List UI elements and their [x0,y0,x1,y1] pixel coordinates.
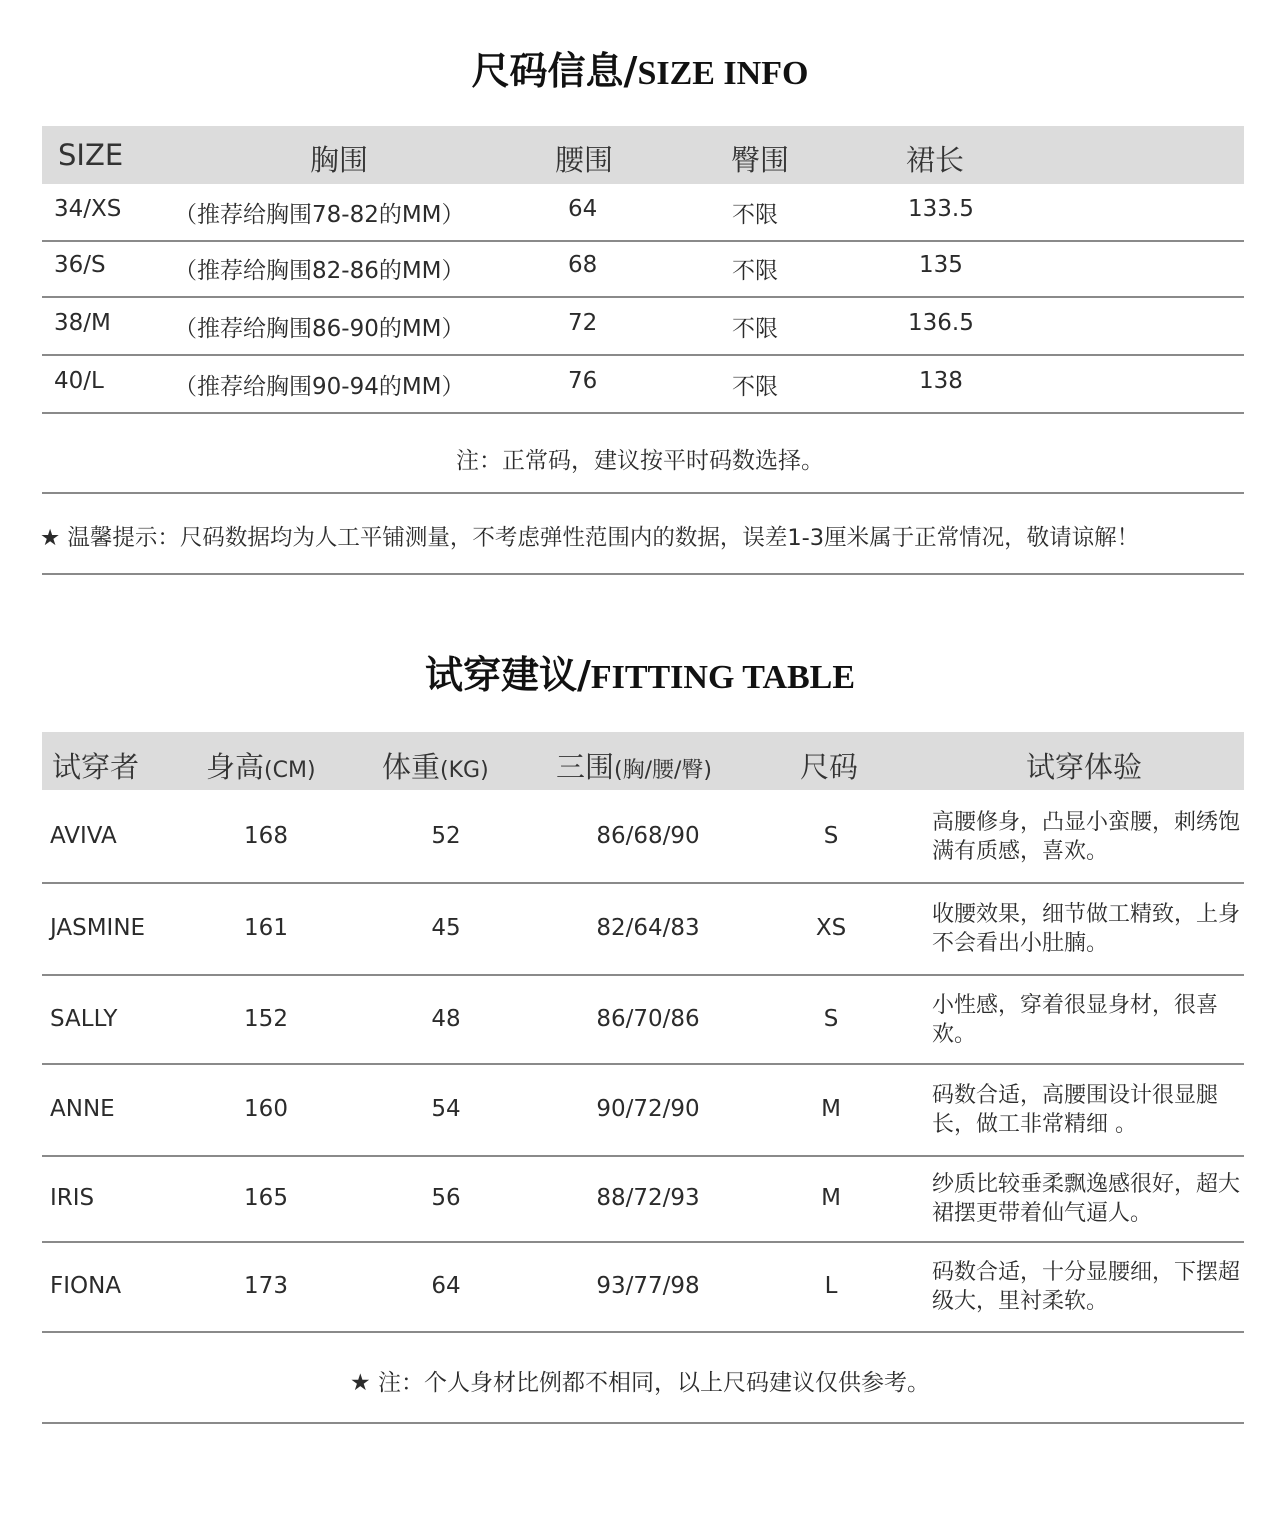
hip-cell: 不限 [732,316,778,342]
fitting-table [42,732,1244,1432]
height-cell: 160 [244,1096,288,1122]
header-measurements [556,745,712,786]
height-cell: 173 [244,1273,288,1299]
size-info-title-en: SIZE INFO [637,55,809,92]
measurements-cell: 88/72/93 [596,1185,700,1211]
size-table [42,126,1244,576]
weight-cell: 45 [431,915,461,941]
tester-name-cell: JASMINE [50,915,146,941]
tester-name-cell: IRIS [50,1185,95,1211]
size-table-header [42,126,1244,184]
size-cell: S [823,823,839,849]
size-cell: 36/S [54,252,106,278]
hip-cell: 不限 [732,374,778,400]
header-weight [382,745,489,786]
experience-cell: 码数合适，十分显腰细，下摆超级大，里衬柔软。 [932,1260,1241,1314]
fitting-table-title [0,644,1280,699]
bust-cell: （推荐给胸围82-86的MM） [174,258,465,284]
length-cell: 136.5 [908,310,974,336]
table-row [42,975,1244,1064]
bust-cell: （推荐给胸围90-94的MM） [174,374,465,400]
header-weight-unit: (KG) [440,758,489,783]
header-experience [1026,745,1142,786]
length-cell: 133.5 [908,196,974,222]
header-size [800,745,858,786]
header-length: 裙长 [906,143,965,177]
length-cell: 138 [919,368,963,394]
height-cell: 168 [244,823,288,849]
header-size-label: 尺码 [800,750,859,784]
weight-cell: 48 [431,1006,461,1032]
fitting-title-en: FITTING TABLE [590,659,856,696]
header-height [206,745,316,786]
tester-name-cell: FIONA [50,1273,122,1299]
weight-cell: 56 [431,1185,461,1211]
measurement-tip: ★ 温馨提示：尺码数据均为人工平铺测量，不考虑弹性范围内的数据，误差1-3厘米属于正常情况，敬请谅解！ [40,525,1140,551]
measurements-cell: 86/68/90 [596,823,700,849]
header-hip: 臀围 [731,143,790,177]
size-note: 注：正常码，建议按平时码数选择。 [456,448,824,474]
table-row [42,356,1244,413]
table-row [42,1156,1244,1242]
waist-cell: 68 [568,252,598,278]
header-height-unit: (CM) [264,758,316,783]
size-cell: XS [815,915,847,941]
tester-name-cell: AVIVA [50,823,117,849]
height-cell: 165 [244,1185,288,1211]
divider [42,1422,1244,1424]
experience-cell: 收腰效果，细节做工精致，上身不会看出小肚腩。 [932,902,1241,956]
size-cell: S [823,1006,839,1032]
table-row [42,184,1244,241]
divider [42,492,1244,494]
length-cell: 135 [919,252,963,278]
header-measurements-unit: (胸/腰/臀) [614,758,713,783]
measurements-cell: 86/70/86 [596,1006,700,1032]
measurements-cell: 93/77/98 [596,1273,700,1299]
header-experience-label: 试穿体验 [1026,750,1143,784]
divider [42,573,1244,575]
size-cell: L [824,1273,838,1299]
tester-name-cell: ANNE [50,1096,115,1122]
size-cell: 38/M [54,310,111,336]
header-measurements-label: 三围 [556,750,615,784]
fitting-title-cn: 试穿建议/ [424,653,591,697]
row-divider [42,412,1244,414]
fitting-note: ★ 注：个人身材比例都不相同，以上尺码建议仅供参考。 [350,1370,930,1396]
hip-cell: 不限 [732,202,778,228]
experience-cell: 小性感，穿着很显身材，很喜欢。 [932,993,1219,1047]
measurements-cell: 90/72/90 [596,1096,700,1122]
table-row [42,883,1244,975]
waist-cell: 72 [568,310,598,336]
bust-cell: （推荐给胸围86-90的MM） [174,316,465,342]
header-size: SIZE [58,138,124,172]
weight-cell: 52 [431,823,461,849]
weight-cell: 54 [431,1096,461,1122]
experience-cell: 纱质比较垂柔飘逸感很好，超大裙摆更带着仙气逼人。 [932,1172,1241,1226]
size-info-title-cn: 尺码信息/ [471,49,638,93]
size-info-title [0,40,1280,95]
height-cell: 161 [244,915,288,941]
table-row [42,790,1244,883]
weight-cell: 64 [431,1273,461,1299]
experience-cell: 高腰修身，凸显小蛮腰，刺绣饱满有质感，喜欢。 [932,810,1241,864]
row-divider [42,1331,1244,1333]
size-cell: 34/XS [54,196,122,222]
header-height-label: 身高 [206,750,265,784]
size-cell: M [821,1185,841,1211]
size-cell: 40/L [54,368,104,394]
table-row [42,298,1244,355]
height-cell: 152 [244,1006,288,1032]
waist-cell: 76 [568,368,598,394]
table-row [42,240,1244,297]
header-weight-label: 体重 [382,750,441,784]
waist-cell: 64 [568,196,598,222]
header-tester [52,745,139,786]
measurements-cell: 82/64/83 [596,915,700,941]
header-tester-label: 试穿者 [52,750,140,784]
fitting-table-header [42,732,1244,790]
table-row [42,1064,1244,1156]
size-cell: M [821,1096,841,1122]
header-bust: 胸围 [310,143,369,177]
header-waist: 腰围 [555,143,614,177]
experience-cell: 码数合适，高腰围设计很显腿长，做工非常精细 。 [932,1083,1219,1137]
tester-name-cell: SALLY [50,1006,118,1032]
bust-cell: （推荐给胸围78-82的MM） [174,202,465,228]
table-row [42,1242,1244,1332]
hip-cell: 不限 [732,258,778,284]
